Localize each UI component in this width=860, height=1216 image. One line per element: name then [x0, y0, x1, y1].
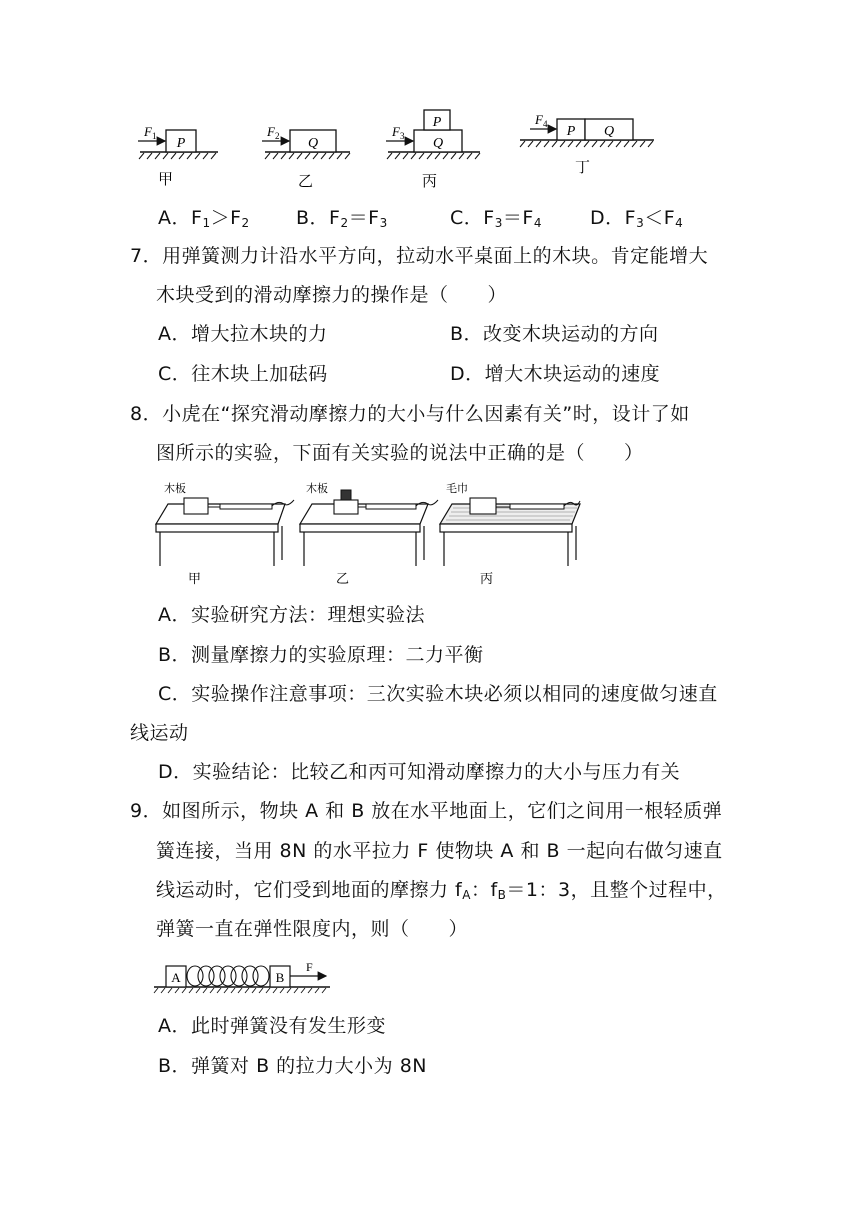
fig-bing-label: 丙 — [422, 172, 438, 190]
q9-option-a[interactable]: A．此时弹簧没有发生形变 — [158, 1015, 386, 1037]
fig-bing — [386, 110, 480, 190]
q6-option-d[interactable]: D．$F_3<F_4$ — [590, 207, 684, 230]
q6-figure — [130, 100, 670, 200]
fig-yi-label: 乙 — [298, 172, 314, 190]
q7-option-a[interactable]: A．增大拉木块的力 — [158, 323, 328, 345]
q7-stem-line1: 7．用弹簧测力计沿水平方向，拉动水平桌面上的木块。肯定能增大 — [130, 245, 709, 267]
fig-bing-force: F — [392, 124, 400, 139]
fig-jia-force: F — [144, 124, 152, 139]
fig-bing-top-block: P — [432, 115, 442, 130]
fig9-block-a: A — [171, 970, 181, 985]
q7-stem-line2: 木块受到的滑动摩擦力的操作是（ ） — [156, 284, 508, 306]
fig8-bing — [440, 481, 580, 586]
fig-yi — [262, 124, 350, 190]
q9-stem-line3: 线运动时，它们受到地面的摩擦力 $f_A$：$f_B=1$：3，且整个过程中， — [156, 879, 727, 902]
fig9-block-b: B — [275, 970, 285, 985]
q8-option-b[interactable]: B．测量摩擦力的实验原理：二力平衡 — [158, 644, 484, 666]
fig-yi-block: Q — [307, 136, 319, 151]
fig8-yi-label: 乙 — [336, 572, 350, 586]
q9-option-b[interactable]: B．弹簧对 B 的拉力大小为 8N — [158, 1055, 427, 1077]
q8-option-a[interactable]: A．实验研究方法：理想实验法 — [158, 604, 425, 626]
q8-option-c-line1[interactable]: C．实验操作注意事项：三次实验木块必须以相同的速度做匀速直 — [158, 683, 718, 705]
q8-stem-line1: 8．小虎在“探究滑动摩擦力的大小与什么因素有关”时，设计了如 — [130, 403, 690, 425]
q8-figure — [150, 476, 590, 586]
fig9-force: F — [306, 960, 313, 974]
fig8-bing-label: 丙 — [480, 572, 494, 586]
fig-yi-force-sub: 2 — [275, 131, 280, 141]
fig-jia-label: 甲 — [158, 170, 174, 188]
fig-ding-block-right: Q — [603, 124, 615, 139]
fig8-yi — [300, 481, 438, 586]
fig-jia — [138, 124, 218, 188]
q7-option-d[interactable]: D．增大木块运动的速度 — [450, 363, 661, 385]
q6-option-a[interactable]: A．$F_1>F_2$ — [158, 207, 250, 230]
fig-ding-force-sub: 4 — [543, 119, 548, 129]
fig8-yi-surface: 木板 — [306, 482, 328, 495]
fig-jia-block: P — [176, 136, 186, 151]
fig-ding-block-left: P — [566, 124, 576, 139]
q7-option-b[interactable]: B．改变木块运动的方向 — [450, 323, 659, 345]
q8-option-c-line2[interactable]: 线运动 — [130, 722, 189, 744]
fig8-bing-surface: 毛巾 — [446, 482, 468, 495]
q9-stem-line2: 簧连接，当用 8N 的水平拉力 F 使物块 A 和 B 一起向右做匀速直 — [156, 840, 723, 862]
fig-jia-force-sub: 1 — [152, 131, 157, 141]
spring-coil — [187, 966, 269, 986]
fig-bing-bottom-block: Q — [432, 136, 444, 151]
q7-option-c[interactable]: C．往木块上加砝码 — [158, 363, 328, 385]
fig8-jia-surface: 木板 — [164, 482, 186, 495]
q8-stem-line2: 图所示的实验，下面有关实验的说法中正确的是（ ） — [156, 442, 644, 464]
fig-yi-force: F — [267, 124, 275, 139]
fig-ding-label: 丁 — [575, 158, 591, 176]
q8-option-d[interactable]: D．实验结论：比较乙和丙可知滑动摩擦力的大小与压力有关 — [158, 761, 681, 783]
q9-stem-line1: 9．如图所示，物块 A 和 B 放在水平地面上，它们之间用一根轻质弹 — [130, 800, 723, 822]
q6-option-b[interactable]: B．$F_2=F_3$ — [296, 207, 388, 230]
fig-bing-force-sub: 3 — [400, 131, 405, 141]
fig8-jia-label: 甲 — [188, 572, 202, 586]
fig8-jia — [156, 481, 294, 586]
q6-option-c[interactable]: C．$F_3=F_4$ — [450, 207, 542, 230]
q9-stem-line4: 弹簧一直在弹性限度内，则（ ） — [156, 918, 469, 940]
q9-figure — [150, 955, 370, 997]
fig-ding-force: F — [535, 112, 543, 127]
fig-ding — [520, 112, 654, 176]
